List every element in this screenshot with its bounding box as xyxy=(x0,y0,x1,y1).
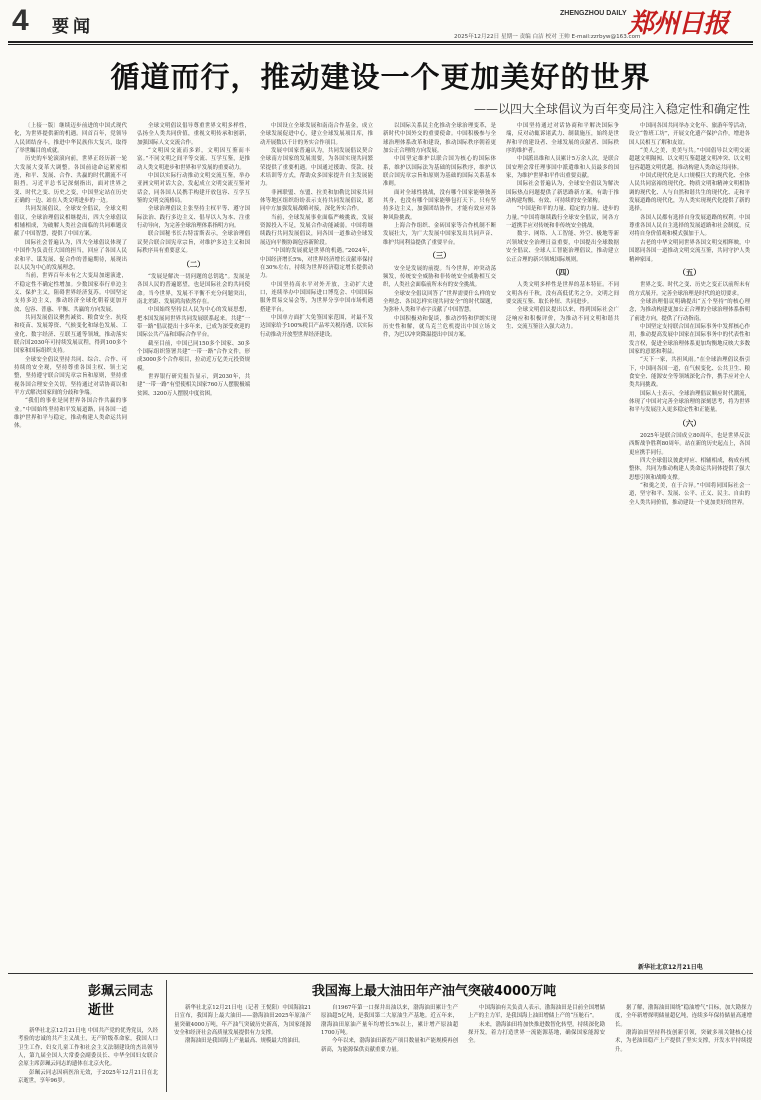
paragraph: 全球治理倡议主张坚持主权平等、遵守国际法治、践行多边主义、倡导以人为本、注重行动导向，为完善全球治理体系指明方向。 xyxy=(137,206,250,230)
story-obituary-title: 彭珮云同志逝世 xyxy=(88,984,154,1018)
paragraph: 发展中国家普遍认为，共同发展倡议契合全球南方国家的发展需要，为各国实现共同繁荣提供了重要机遇。中国通过援助、贷款、技术培训等方式，帮助众多国家提升自主发展能力。 xyxy=(260,148,373,188)
page-number: 4 xyxy=(12,4,29,37)
paragraph: 共同发展倡议，全球安全倡议，全球文明倡议，全球治理倡议相继提出，四大全球倡议相辅相成，为破解人类社会面临的共同难题贡献了中国智慧，提供了中国方案。 xyxy=(14,206,127,238)
story-oilfield-column-3 xyxy=(468,1004,605,1092)
paragraph: 面对全球性挑战，没有哪个国家能够独善其身，也没有哪个国家能够包打天下。只有坚持多边主义，加强团结协作，才能有效应对各种风险挑战。 xyxy=(383,189,496,221)
paragraph: 〔上接一版〕继续迈步前进的中国式现代化，为世界提供新的机遇。回首百年，党领导人民团结奋斗，推进中华民族伟大复兴，取得了举世瞩目的成就。 xyxy=(14,123,127,155)
paragraph: 中国坚定支持联合国在国际事务中发挥核心作用，推动提高发展中国家在国际事务中的代表性和发言权，促进全球治理体系更加均衡地反映大多数国家的意愿和利益。 xyxy=(629,323,750,355)
paragraph: 自1967年第一口探井出油以来，渤海油田累计生产原油超5亿吨，是我国第二大原油生产基地。近五年来，渤海油田原油产量年均增长5%以上，累计增产原油超1700万吨。 xyxy=(321,1005,458,1037)
section-name: 要闻 xyxy=(52,17,94,37)
paragraph: 世界之变、时代之变、历史之变正以前所未有的方式展开。完善全球治理是时代的迫切要求。 xyxy=(629,282,750,297)
paragraph: 中国以实际行动推动文明交流互鉴，举办亚洲文明对话大会，发起成立文明交流互鉴对话会，同各国人民携手构建开放包容、互学互鉴的文明交流格局。 xyxy=(137,173,250,205)
paragraph: 国际人士表示，全球治理倡议顺应时代潮流，体现了中国对完善全球治理的深刻思考，将为世界和平与发展注入更多稳定性和正能量。 xyxy=(629,390,750,414)
paragraph: 联合国秘书长古特雷斯表示，全球治理倡议契合联合国宪章宗旨，对维护多边主义和国际秩序具有重要意义。 xyxy=(137,231,250,255)
paragraph: 中国派出维和人员累计5万余人次，是联合国安理会常任理事国中派遣维和人员最多的国家，为维护世界和平作出重要贡献。 xyxy=(506,156,619,180)
paragraph: 中国单方面扩大免签国家范围，对最不发达国家给予100%税目产品零关税待遇，以实际行动推动开放型世界经济建设。 xyxy=(260,314,373,338)
paragraph: 当前，全球发展事业面临严峻挑战，发展资源投入不足，发展合作动能减弱。中国将继续践行共同发展倡议，同各国一道推动全球发展迈向平衡协调包容新阶段。 xyxy=(260,214,373,246)
paragraph: 中国设立全球发展和南南合作基金，成立全球发展促进中心，建立全球发展项目库，推动开展数以千计的务实合作项目。 xyxy=(260,123,373,146)
section-number-3: （三） xyxy=(428,251,451,261)
paragraph: 中国始终坚持以人民为中心的发展思想，把本国发展同世界共同发展联系起来。共建“一带一路”倡议提出十多年来，已成为深受欢迎的国际公共产品和国际合作平台。 xyxy=(137,307,250,339)
section-number-5: （五） xyxy=(678,267,701,277)
story-oilfield-column-1 xyxy=(174,1004,311,1092)
paragraph: 彭珮云同志因病医治无效，于2025年12月21日在北京逝世，享年96岁。 xyxy=(18,1069,158,1085)
paragraph: 中国积极劝和促谈，推动沙特和伊朗实现历史性和解，就乌克兰危机提出中国立场文件，为巴以冲突降温提出中国方案。 xyxy=(383,315,496,339)
paragraph: 全球文明倡议提出以来，得到国际社会广泛响应和积极评价，为推动不同文明和谐共生、交流互鉴注入强大动力。 xyxy=(506,307,619,330)
paragraph: 安全是发展的前提。当今世界，冲突动荡频发，传统安全威胁和非传统安全威胁相互交织，人类社会面临前所未有的安全挑战。 xyxy=(383,265,496,289)
paragraph: “发展是解决一切问题的总钥匙”。发展是各国人民的普遍愿望，也是国际社会的共同使命。当今世界，发展不平衡不充分问题突出，南北差距、发展鸿沟依然存在。 xyxy=(137,273,250,305)
article-byline: 新华社北京12月21日电 xyxy=(638,964,703,971)
paragraph: “天下一家，共担风雨。”在全球治理倡议指引下，中国同各国一道，在气候变化、公共卫生、粮食安全、能源安全等领域深化合作，携手应对全人类共同挑战。 xyxy=(629,357,750,389)
article-column-5 xyxy=(506,122,619,960)
article-headline: 循道而行，推动建设一个更加美好的世界 xyxy=(110,60,651,94)
paragraph: “美人之美，美美与共。”中国倡导以文明交流超越文明隔阂、以文明互鉴超越文明冲突、以文明包容超越文明优越，推动构建人类命运共同体。 xyxy=(629,148,750,171)
article-body xyxy=(14,122,750,960)
article-column-6 xyxy=(629,122,750,960)
paragraph: 数字、网络、人工智能、外空、极地等新兴领域安全治理日益重要，中国提出全球数据安全倡议、全球人工智能治理倡议，推动建立公正合理的新兴领域国际规则。 xyxy=(506,231,619,263)
header-info: 2025年12月22日 星期一 责编 白洁 校对 王帅 E-mail:zzrbyw@163.com xyxy=(454,34,641,40)
paragraph: 全球文明倡议倡导尊重世界文明多样性，弘扬全人类共同价值，重视文明传承和创新，加强国际人文交流合作。 xyxy=(137,123,250,146)
paragraph: 渤海油田坚持科技创新引领，突破多项关键核心技术，为老油田稳产上产提供了坚实支撑，开发水平持续提升。 xyxy=(615,1030,752,1053)
paragraph: 历史的车轮滚滚向前，世界正经历新一轮大发展大变革大调整。各国前途命运紧密相连，和平、发展、合作、共赢的时代潮流不可阻挡。习近平总书记深刻指出，面对世界之变、时代之变、历史之变，中国坚定站在历史正确的一边、站在人类文明进步的一边。 xyxy=(14,156,127,205)
paragraph: “和羹之美，在于合异。”中国将同国际社会一道，坚守和平、发展、公平、正义、民主、自由的全人类共同价值，推动建设一个更加美好的世界。 xyxy=(629,483,750,506)
paragraph: 今年以来，渤海油田新投产项目数量和产能规模再创新高，为能源保供贡献重要力量。 xyxy=(321,1038,458,1053)
paragraph: “我们的事业是同世界各国合作共赢的事业。”中国始终坚持和平发展道路，同各国一道维护世界和平与稳定，推动构建人类命运共同体。 xyxy=(14,398,127,430)
paragraph: “中国的发展就是世界的机遇。”2024年，中国经济增长5%，对世界经济增长贡献率保持在30%左右，持续为世界经济稳定增长提供动力。 xyxy=(260,248,373,280)
story-oilfield-column-2 xyxy=(321,1004,458,1092)
paragraph: 全球安全倡议坚持共同、综合、合作、可持续的安全观，坚持尊重各国主权、领土完整，坚持遵守联合国宪章宗旨和原则，坚持重视各国合理安全关切，坚持通过对话协商以和平方式解决国家间的分歧和争端。 xyxy=(14,356,127,396)
paragraph: 上海合作组织、金砖国家等合作机制不断发展壮大，为广大发展中国家发出共同声音、维护共同利益提供了重要平台。 xyxy=(383,223,496,246)
paragraph: 人类文明多样性是世界的基本特征。不同文明各有千秋，没有高低优劣之分，文明之间要交流互鉴、取长补短、共同进步。 xyxy=(506,282,619,305)
paragraph: 未来，渤海油田将加快推进数智化转型，持续深化勘探开发，着力打造世界一流能源基地，确保国家能源安全。 xyxy=(468,1021,605,1045)
article-subhead: ——以四大全球倡议为百年变局注入稳定性和确定性 xyxy=(473,102,750,116)
paragraph: 据了解，渤海油田围绕“稳油增气”目标，加大勘探力度，全年新增探明储量超亿吨，连续多年保持储量高速增长。 xyxy=(615,1005,752,1028)
section-number-2: （二） xyxy=(182,259,205,269)
article-column-4 xyxy=(383,122,496,960)
paragraph: “中国是和平的力量、稳定的力量、进步的力量。”中国将继续践行全球安全倡议，同各方一道携手应对传统和非传统安全挑战。 xyxy=(506,206,619,230)
paragraph: 中国坚持高水平对外开放，主动扩大进口，连续举办中国国际进口博览会、中国国际服务贸易交易会等，为世界分享中国市场机遇搭建平台。 xyxy=(260,281,373,313)
story-obituary-text xyxy=(18,1027,158,1085)
paragraph: “文明因交流而多彩，文明因互鉴而丰富。”不同文明之间平等交流、互学互鉴，是推动人类文明进步和世界和平发展的重要动力。 xyxy=(137,148,250,171)
paragraph: 国际社会普遍认为，全球安全倡议为解决国际热点问题提供了新思路新方案，有助于推动构建均衡、有效、可持续的安全架构。 xyxy=(506,181,619,205)
paragraph: 古老的中华文明同世界各国文明交相辉映，中国愿同各国一道推动文明交流互鉴，共同守护人类精神家园。 xyxy=(629,239,750,263)
story-oilfield-title: 我国海上最大油田年产油气突破4000万吨 xyxy=(311,984,557,999)
paragraph: 中国坚定维护以联合国为核心的国际体系，维护以国际法为基础的国际秩序，维护以联合国宪章宗旨和原则为基础的国际关系基本准则。 xyxy=(383,156,496,188)
paragraph: 中国坚持通过对话协商和平解决国际争端，反对动辄诉诸武力、制裁施压，始终是世界和平的建设者、全球发展的贡献者、国际秩序的维护者。 xyxy=(506,123,619,155)
paragraph: 渤海油田是我国海上产量最高、规模最大的油田。 xyxy=(185,1038,304,1045)
article-column-3 xyxy=(260,122,373,960)
article-column-2 xyxy=(137,122,250,960)
paragraph: 新华社北京12月21日电 中国共产党的优秀党员，久经考验的忠诚的共产主义战士，无产阶级革命家，我国人口卫生工作、妇女儿童工作和社会主义法制建设的杰出领导人，第九届全国人大常委会副委员长、中华全国妇女联合会原主席彭珮云同志的遗体在北京火化。 xyxy=(18,1028,158,1068)
section-number-4: （四） xyxy=(551,267,574,277)
page-header xyxy=(0,0,761,46)
paragraph: 2025年是联合国成立80周年，也是世界反法西斯战争胜利80周年。站在新的历史起点上，各国更应携手同行。 xyxy=(629,433,750,456)
paragraph: 非洲联盟、东盟、拉美和加勒比国家共同体等地区组织纷纷表示支持共同发展倡议，愿同中方加强发展战略对接，深化务实合作。 xyxy=(260,189,373,213)
paragraph: 国际社会普遍认为，四大全球倡议体现了中国作为负责任大国的担当，回应了各国人民求和平、谋发展、促合作的普遍期待，展现出以人民为中心的发展理念。 xyxy=(14,239,127,271)
paragraph: 中国同各国共同举办文化年、旅游年等活动，设立“鲁班工坊”，开展文化遗产保护合作，增进各国人民相互了解和友谊。 xyxy=(629,123,750,146)
paragraph: 截至目前，中国已同150多个国家、30多个国际组织签署共建“一带一路”合作文件，形成3000多个合作项目，拉动近万亿美元投资规模。 xyxy=(137,340,250,372)
story-obituary xyxy=(18,980,158,1092)
paragraph: 世界银行研究报告显示，到2030年，共建“一带一路”有望使相关国家760万人摆脱极端贫困、3200万人摆脱中度贫困。 xyxy=(137,373,250,397)
paragraph: 中国海油有关负责人表示，渤海油田是目前全国增储上产的主力军，是我国海上油田增储上产的“压舱石”。 xyxy=(468,1005,605,1020)
section-number-6: （六） xyxy=(678,418,701,428)
header-rule-thin xyxy=(8,44,753,45)
paragraph: 共同发展倡议聚焦减贫、粮食安全、抗疫和疫苗、发展筹资、气候变化和绿色发展、工业化、数字经济、互联互通等领域，推动落实联合国2030年可持续发展议程，得到100多个国家和国际组织支持。 xyxy=(14,314,127,355)
paragraph: 以国际关系民主化推动全球治理变革，是新时代中国外交的重要使命。中国积极参与全球治理体系改革和建设，推动国际秩序朝着更加公正合理的方向发展。 xyxy=(383,123,496,155)
paragraph: 中国式现代化是人口规模巨大的现代化、全体人民共同富裕的现代化、物质文明和精神文明相协调的现代化、人与自然和谐共生的现代化、走和平发展道路的现代化，为人类实现现代化提供了新的选择。 xyxy=(629,173,750,213)
masthead-english: ZHENGZHOU DAILY xyxy=(560,10,627,17)
story-divider xyxy=(166,980,167,1092)
header-rule xyxy=(8,41,753,43)
article-column-1 xyxy=(14,122,127,960)
paragraph: 全球治理倡议明确提出“五个坚持”的核心理念，为推动构建更加公正合理的全球治理体系指明了前进方向，提供了行动指南。 xyxy=(629,298,750,322)
paragraph: 各国人民都有选择自身发展道路的权利。中国尊重各国人民自主选择的发展道路和社会制度，反对将自身价值观和模式强加于人。 xyxy=(629,214,750,238)
bottom-rule xyxy=(8,973,753,974)
paragraph: 四大全球倡议彼此呼应、相辅相成，构成有机整体，共同为推动构建人类命运共同体提供了强大思想引领和战略支撑。 xyxy=(629,458,750,481)
paragraph: 当前，世界百年未有之大变局加速演进，不稳定性不确定性增加。少数国家奉行单边主义、保护主义，阻碍世界经济复苏。中国坚定支持多边主义，推动经济全球化朝着更加开放、包容、普惠、平衡、共赢的方向发展。 xyxy=(14,273,127,313)
masthead-logo: 郑州日报 xyxy=(628,9,729,39)
paragraph: 全球安全倡议回答了“世界需要什么样的安全理念、各国怎样实现共同安全”的时代课题，为弥补人类和平赤字贡献了中国智慧。 xyxy=(383,290,496,314)
paragraph: 新华社北京12月21日电（记者 王悦阳）中国海油21日宣布，我国海上最大油田——渤海油田2025年原油产量突破4000万吨，年产油气突破历史新高，为国家能源安全和经济社会高质量发展提供有力支撑。 xyxy=(174,1005,311,1037)
story-oilfield-column-4 xyxy=(615,1004,752,1092)
story-oilfield xyxy=(174,980,754,1092)
